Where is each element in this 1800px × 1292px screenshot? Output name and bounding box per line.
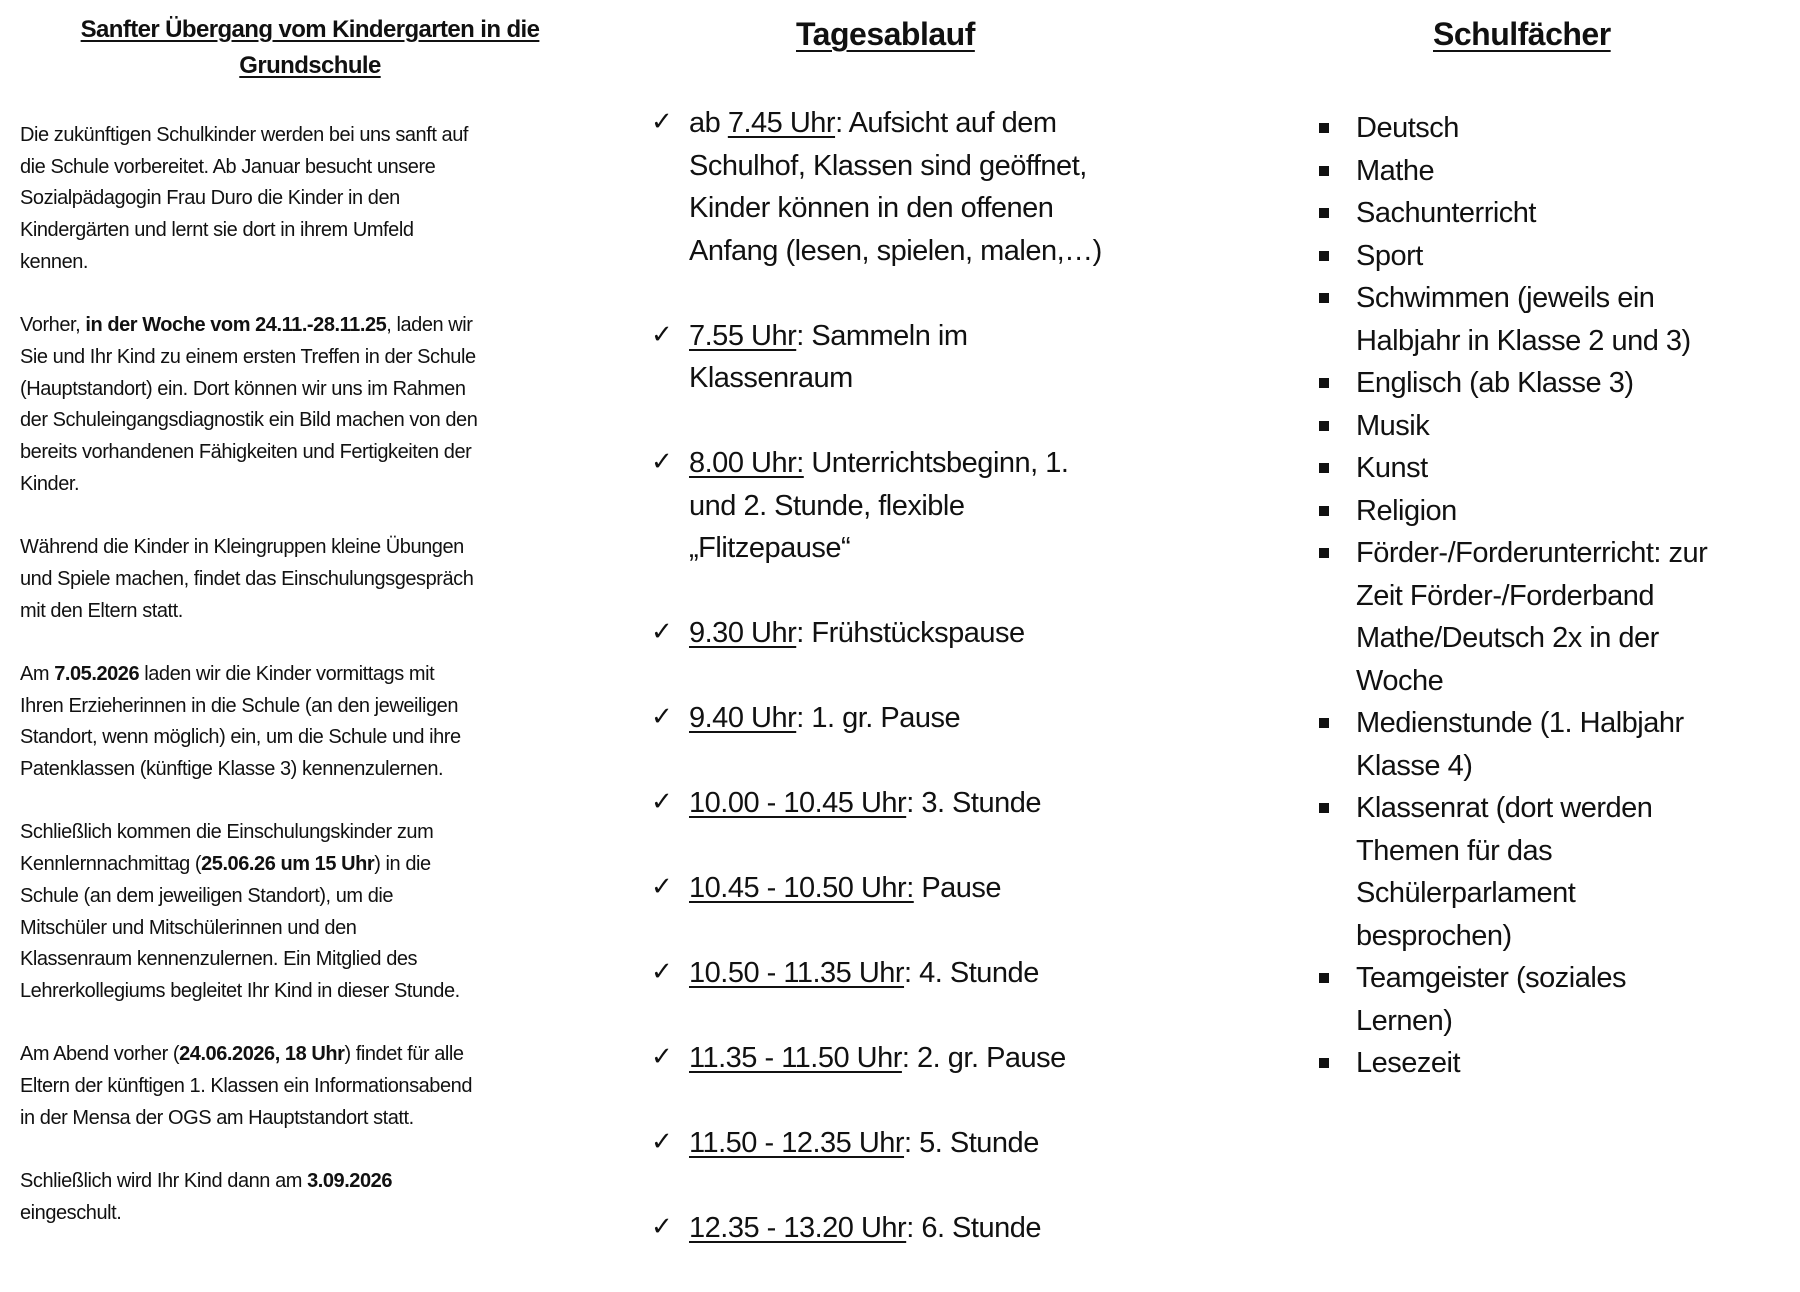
check-icon: ✓ <box>651 1042 673 1072</box>
subject-label: Teamgeister (soziales <box>1356 962 1626 994</box>
text-run: Kinder. <box>20 472 80 495</box>
time-label: 10.45 - 10.50 Uhr: <box>689 872 914 904</box>
text-line <box>20 1198 600 1230</box>
check-icon: ✓ <box>651 447 673 477</box>
text-line <box>20 722 600 754</box>
bold-date: 25.06.26 um 15 Uhr <box>201 853 375 876</box>
text-line <box>689 1207 1102 1250</box>
text-line <box>689 187 1102 230</box>
text-run: Sie und Ihr Kind zu einem ersten Treffen in der Schule <box>20 345 476 368</box>
schedule-title: Tagesablauf <box>796 16 975 52</box>
text-run: „Flitzepause“ <box>689 532 851 564</box>
text-run: Die zukünftigen Schulkinder werden bei uns sanft auf <box>20 124 468 146</box>
text-line <box>689 230 1102 273</box>
text-line <box>689 442 1102 485</box>
subject-item <box>1316 490 1707 533</box>
intro-paragraph <box>20 1166 600 1229</box>
subject-item <box>1316 150 1707 193</box>
subjects-title: Schulfächer <box>1433 16 1611 52</box>
square-bullet-icon <box>1319 421 1329 431</box>
text-run: : 4. Stunde <box>904 957 1039 989</box>
check-icon: ✓ <box>651 107 673 137</box>
text-line <box>689 102 1102 145</box>
text-line <box>689 782 1102 825</box>
subject-label: Halbjahr in Klasse 2 und 3) <box>1356 324 1691 357</box>
schedule-item <box>645 782 1102 825</box>
text-line <box>20 152 600 184</box>
text-run: Am <box>20 662 55 685</box>
schedule-item <box>645 1122 1102 1165</box>
text-run: Vorher, <box>20 314 86 337</box>
text-line <box>20 405 600 437</box>
intro-title-line: Sanfter Übergang vom Kindergarten in die <box>80 16 540 43</box>
square-bullet-icon <box>1319 123 1329 133</box>
text-run: Unterrichtsbeginn, 1. <box>803 447 1069 479</box>
text-line <box>20 120 600 152</box>
text-line <box>20 342 600 374</box>
subject-label: Schwimmen (jeweils ein <box>1356 282 1655 314</box>
square-bullet-icon <box>1319 718 1329 728</box>
bold-date: 24.06.2026, 18 Uhr <box>179 1043 345 1066</box>
subject-item <box>1316 532 1707 702</box>
intro-column <box>20 12 600 1261</box>
schedule-item <box>645 102 1102 272</box>
schedule-item <box>645 697 1102 740</box>
schedule-item <box>645 442 1102 570</box>
subject-item <box>1316 957 1707 1042</box>
schedule-list <box>645 102 1102 1292</box>
text-run: Am Abend vorher ( <box>20 1043 180 1066</box>
text-line <box>20 913 600 945</box>
text-run: Kindergärten und lernt sie dort in ihrem Umfeld <box>20 219 414 242</box>
text-run: ) findet für alle <box>344 1043 464 1066</box>
text-run: : 6. Stunde <box>906 1212 1041 1244</box>
bold-date: 3.09.2026 <box>307 1170 392 1193</box>
check-icon: ✓ <box>651 617 673 647</box>
text-line <box>20 374 600 406</box>
text-line <box>20 469 600 501</box>
subject-label: Schülerparlament <box>1356 877 1576 909</box>
square-bullet-icon <box>1319 293 1329 303</box>
text-run: Kinder können in den offenen <box>689 192 1054 224</box>
text-run: , laden wir <box>386 314 473 337</box>
text-run: Klassenraum <box>689 362 853 394</box>
text-run: Schule (an dem jeweiligen Standort), um die <box>20 884 394 907</box>
text-line <box>20 1039 600 1071</box>
text-line <box>689 867 1102 910</box>
text-run: Ihren Erzieherinnen in die Schule (an den jeweiligen <box>20 694 459 717</box>
text-line <box>20 1103 600 1135</box>
square-bullet-icon <box>1319 548 1329 558</box>
text-run: Standort, wenn möglich) ein, um die Schule und ihre <box>20 726 461 749</box>
schedule-item <box>645 1037 1102 1080</box>
time-label: 9.30 Uhr <box>689 617 797 649</box>
square-bullet-icon <box>1319 378 1329 388</box>
text-run: der Schuleingangsdiagnostik ein Bild machen von den <box>20 409 478 432</box>
text-run: Schulhof, Klassen sind geöffnet, <box>689 149 1087 182</box>
time-label: 10.00 - 10.45 Uhr <box>689 787 907 819</box>
subject-label: Englisch (ab Klasse 3) <box>1356 367 1634 399</box>
subject-label: Deutsch <box>1356 112 1459 144</box>
text-run: : 2. gr. Pause <box>901 1042 1066 1074</box>
schedule-item <box>645 612 1102 655</box>
text-run: laden wir die Kinder vormittags mit <box>139 662 435 685</box>
text-run: Lehrerkollegiums begleitet Ihr Kind in dieser Stunde. <box>20 979 460 1002</box>
text-line <box>20 532 600 564</box>
text-run: : Sammeln im <box>796 319 968 352</box>
text-run: Patenklassen (künftige Klasse 3) kennenzulernen. <box>20 758 444 781</box>
text-line <box>689 1122 1102 1165</box>
text-run: Pause <box>913 872 1002 904</box>
text-line <box>20 691 600 723</box>
check-icon: ✓ <box>651 1212 673 1242</box>
check-icon: ✓ <box>651 1127 673 1157</box>
intro-paragraph <box>20 310 600 500</box>
text-run: Eltern der künftigen 1. Klassen ein Informationsabend <box>20 1075 472 1098</box>
text-run: Anfang (lesen, spielen, malen,…) <box>689 234 1102 267</box>
time-label: 9.40 Uhr <box>689 702 797 734</box>
text-line <box>20 817 600 849</box>
subject-label: Zeit Förder-/Forderband <box>1356 579 1654 612</box>
subject-item <box>1316 1042 1707 1085</box>
intro-paragraph <box>20 120 600 279</box>
text-line <box>20 215 600 247</box>
text-run: in der Mensa der OGS am Hauptstandort statt. <box>20 1106 414 1129</box>
text-line <box>20 754 600 786</box>
subject-label: Klassenrat (dort werden <box>1356 792 1653 824</box>
schedule-item <box>645 315 1102 400</box>
text-line <box>20 849 600 881</box>
schedule-item <box>645 867 1102 910</box>
subject-item <box>1316 277 1707 362</box>
text-line <box>689 145 1102 188</box>
subject-item <box>1316 787 1707 957</box>
text-run: und Spiele machen, findet das Einschulungsgespräch <box>20 567 474 590</box>
square-bullet-icon <box>1319 1058 1329 1068</box>
intro-paragraph <box>20 1039 600 1134</box>
subject-label: Sport <box>1356 239 1423 272</box>
subject-item <box>1316 447 1707 490</box>
subject-item <box>1316 405 1707 448</box>
text-line <box>689 1037 1102 1080</box>
square-bullet-icon <box>1319 251 1329 261</box>
text-run: Klassenraum kennenzulernen. Ein Mitglied des <box>20 948 418 971</box>
subjects-list <box>1316 107 1707 1085</box>
square-bullet-icon <box>1319 973 1329 983</box>
subject-item <box>1316 702 1707 787</box>
text-line <box>20 659 600 691</box>
intro-paragraph <box>20 817 600 1007</box>
subject-label: Mathe <box>1356 154 1435 187</box>
intro-title-line: Grundschule <box>239 52 381 79</box>
text-line <box>20 183 600 215</box>
schedule-item <box>645 1207 1102 1250</box>
text-run: : 3. Stunde <box>906 787 1041 819</box>
square-bullet-icon <box>1319 208 1329 218</box>
text-line <box>20 437 600 469</box>
text-line <box>689 485 1102 528</box>
text-run: die Schule vorbereitet. Ab Januar besucht unsere <box>20 155 436 178</box>
text-run: kennen. <box>20 250 89 273</box>
text-line <box>20 944 600 976</box>
text-line <box>20 1071 600 1103</box>
text-line <box>689 357 1102 400</box>
text-run: : 1. gr. Pause <box>796 702 961 734</box>
subject-label: Kunst <box>1356 452 1428 484</box>
text-line <box>689 315 1102 358</box>
intro-body <box>20 120 600 1230</box>
text-run: eingeschult. <box>20 1201 122 1224</box>
text-run: Schließlich wird Ihr Kind dann am <box>20 1170 308 1193</box>
time-label: 11.35 - 11.50 Uhr <box>689 1042 902 1074</box>
text-line <box>20 976 600 1008</box>
subject-label: Klasse 4) <box>1356 749 1473 782</box>
check-icon: ✓ <box>651 872 673 902</box>
square-bullet-icon <box>1319 463 1329 473</box>
subject-label: Medienstunde (1. Halbjahr <box>1356 707 1684 739</box>
intro-title <box>20 12 600 84</box>
text-run: Mitschüler und Mitschülerinnen und den <box>20 916 357 939</box>
text-line <box>20 247 600 279</box>
subject-label: Lernen) <box>1356 1004 1453 1037</box>
intro-paragraph <box>20 659 600 786</box>
text-run: und 2. Stunde, flexible <box>689 489 965 522</box>
subject-label: Förder-/Forderunterricht: zur <box>1356 537 1708 569</box>
schedule-item <box>645 952 1102 995</box>
text-line <box>20 310 600 342</box>
square-bullet-icon <box>1319 506 1329 516</box>
text-run: bereits vorhandenen Fähigkeiten und Fertigkeiten der <box>20 441 472 464</box>
bold-date: 7.05.2026 <box>54 662 140 685</box>
subject-label: Lesezeit <box>1356 1047 1461 1079</box>
bold-date: in der Woche vom 24.11.-28.11.25 <box>85 314 387 337</box>
text-line <box>20 1166 600 1198</box>
text-line <box>689 952 1102 995</box>
text-run: ab <box>689 107 728 139</box>
text-run: : Aufsicht auf dem <box>835 107 1057 139</box>
text-line <box>689 612 1102 655</box>
text-line <box>20 564 600 596</box>
check-icon: ✓ <box>651 702 673 732</box>
check-icon: ✓ <box>651 957 673 987</box>
text-run: Schließlich kommen die Einschulungskinder zum <box>20 821 434 844</box>
time-label: 12.35 - 13.20 Uhr <box>689 1212 907 1244</box>
square-bullet-icon <box>1319 166 1329 176</box>
text-line <box>20 596 600 628</box>
subject-label: Sachunterricht <box>1356 197 1536 229</box>
subject-label: Woche <box>1356 664 1444 697</box>
text-line <box>689 527 1102 570</box>
subject-item <box>1316 107 1707 150</box>
check-icon: ✓ <box>651 319 673 350</box>
text-run: Kennlernnachmittag ( <box>20 853 202 876</box>
subject-label: Mathe/Deutsch 2x in der <box>1356 622 1659 654</box>
subject-label: Themen für das <box>1356 834 1553 867</box>
text-run: Sozialpädagogin Frau Duro die Kinder in den <box>20 187 400 210</box>
subject-label: Religion <box>1356 494 1457 527</box>
subject-label: Musik <box>1356 409 1430 442</box>
text-run: : Frühstückspause <box>796 617 1025 649</box>
text-run: Während die Kinder in Kleingruppen kleine Übungen <box>20 536 464 559</box>
text-run: ) in die <box>374 853 431 876</box>
time-label: 11.50 - 12.35 Uhr <box>689 1127 905 1159</box>
time-label: 8.00 Uhr: <box>689 447 804 479</box>
text-run: (Hauptstandort) ein. Dort können wir uns im Rahmen <box>20 377 466 400</box>
time-label: 7.45 Uhr <box>727 107 836 139</box>
subject-label: besprochen) <box>1356 919 1512 952</box>
subject-item <box>1316 192 1707 235</box>
text-line <box>20 881 600 913</box>
check-icon: ✓ <box>651 787 673 817</box>
text-run: : 5. Stunde <box>904 1127 1039 1159</box>
subject-item <box>1316 235 1707 278</box>
intro-paragraph <box>20 532 600 627</box>
time-label: 7.55 Uhr <box>689 319 797 352</box>
square-bullet-icon <box>1319 803 1329 813</box>
text-line <box>689 697 1102 740</box>
subject-item <box>1316 362 1707 405</box>
text-run: mit den Eltern statt. <box>20 599 183 622</box>
time-label: 10.50 - 11.35 Uhr <box>689 957 905 989</box>
